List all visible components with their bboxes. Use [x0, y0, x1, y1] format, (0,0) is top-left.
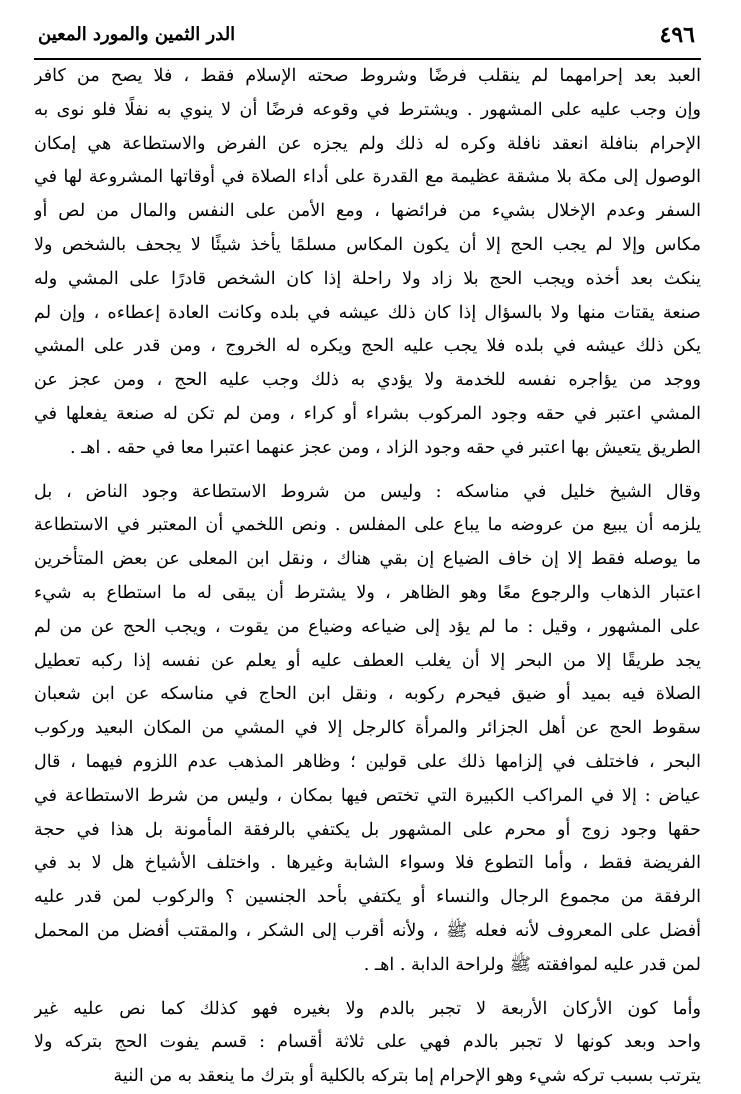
text-line: أفضل على المعروف لأنه فعله ﷺ ، ولأنه أقرب إلى الشكر ، والمقتب أفضل من المحمل — [34, 920, 701, 941]
text-line: السفر وعدم الإخلال بشيء من فرائضها ، ومع الأمن على النفس والمال من لص أو — [34, 201, 701, 222]
text-line: يجد طريقًا إلا من البحر إلا أن يغلب العطف عليه أو يعلم عن نفسه إذا ركبه تعطيل — [34, 650, 701, 671]
text-line: الطريق يتعيش بها اعتبر في حقه وجود الزاد ، ومن عجز عنهما اعتبرا معا في حقه . اهـ . — [69, 437, 701, 458]
text-line: الإحرام بنافلة انعقد نافلة وكره له ذلك ولم يجزه عن الفرض والاستطاعة هي إمكان — [34, 133, 701, 154]
body-text — [34, 60, 701, 1094]
text-line: عياض : إلا في المراكب الكبيرة التي تختص فيها بمكان ، وليس من شرط الاستطاعة في — [34, 785, 701, 806]
text-line: على المشهور ، وقيل : ما لم يؤد إلى ضياعه وضياع من يقوت ، ويجب الحج عن من لم — [34, 616, 701, 637]
text-line: الصلاة فيه بميد أو ضيق فيحرم ركوبه ، ونقل ابن الحاج في مناسكه عن ابن شعبان — [34, 684, 701, 705]
paragraph — [34, 60, 701, 466]
text-line: ما يوصله فقط إلا إن خاف الضياع إن بقي هناك ، ونقل ابن المعلى عن بعض المتأخرين — [34, 549, 701, 570]
page-header — [34, 20, 701, 56]
text-line: واحد وبعد كونها لا تجبر بالدم فهي على ثلاثة أقسام : قسم يفوت الحج بتركه ولا — [34, 1032, 701, 1053]
text-line: صنعة يقتات منها ولا بالسؤال إذا كان ذلك عيشه في بلده وكانت العادة إعطاءه ، وإن لم — [34, 302, 701, 323]
text-line: سقوط الحج عن أهل الجزائر والمرأة كالرجل إلا في المشي من المكان البعيد وركوب — [34, 718, 701, 739]
text-line: اعتبار الذهاب والرجوع معًا وهو الظاهر ، ولا يشترط أن يبقى له ما استطاع به شيء — [34, 582, 701, 603]
text-line: الوصول إلى مكة بلا مشقة عظيمة مع القدرة على أداء الصلاة في أوقاتها المشروعة لها في — [34, 167, 701, 188]
text-line: وأما كون الأركان الأربعة لا تجبر بالدم ولا بغيره فهو كذلك كما نص عليه غير — [34, 998, 701, 1019]
text-line: الرفقة من مجموع الرجال والنساء أو يكتفي بأحد الجنسين ؟ والركوب لمن قدر عليه — [34, 887, 701, 908]
paragraph-gap — [34, 983, 701, 993]
text-line: حقها وجود زوج أو محرم على المشهور بل يكتفي بالرفقة المأمونة بل هذا في حجة — [34, 819, 701, 840]
paragraph — [34, 993, 701, 1094]
text-line: العبد بعد إحرامهما لم ينقلب فرضًا وشروط صحته الإسلام فقط ، فلا يصح من كافر — [34, 66, 701, 86]
text-line: لمن قدر عليه لموافقته ﷺ ولراحة الدابة . اهـ . — [363, 954, 701, 975]
paragraph — [34, 476, 701, 983]
page-number: ٤٩٦ — [659, 22, 695, 48]
paragraph-gap — [34, 466, 701, 476]
book-title: الدر الثمين والمورد المعين — [38, 24, 236, 45]
text-line: ينكث بعد أخذه ويجب الحج بلا زاد ولا راحلة إذا كان الشخص قادرًا على المشي وله — [34, 268, 701, 289]
text-line: مكاس وإلا لم يجب الحج إلا أن يكون المكاس مسلمًا يأخذ شيئًا لا يجحف بالشخص ولا — [34, 234, 701, 255]
text-line: الفريضة فقط ، وأما التطوع فلا وسواء الشابة وغيرها . واختلف الأشياخ هل لا بد في — [34, 853, 701, 874]
text-line: المشي اعتبر في حقه وجود المركوب بشراء أو كراء ، ومن لم تكن له صنعة يفعلها في — [34, 403, 701, 424]
text-line: يكن ذلك عيشه في بلده فلا يجب عليه الحج ويكره له الخروج ، ومن قدر على المشي — [34, 336, 701, 357]
text-line: البحر ، فاختلف في إلزامها ذلك على قولين ؛ وظاهر المذهب عدم اللزوم فيهما ، قال — [34, 751, 701, 772]
text-line: ووجد من يؤاجره نفسه للخدمة ولا يؤدي به ذلك وجب عليه الحج ، ومن عجز عن — [34, 370, 701, 391]
text-line: وإن وجب عليه على المشهور . ويشترط في وقوعه فرضًا أن لا ينوي به نفلًا فلو نوى به — [34, 99, 701, 120]
text-line: يترتب بسبب تركه شيء وهو الإحرام إما بتركه بالكلية أو بترك ما ينعقد به من النية — [113, 1066, 701, 1087]
text-line: وقال الشيخ خليل في مناسكه : وليس من شروط الاستطاعة وجود الناض ، بل — [34, 481, 701, 502]
text-line: يلزمه أن يبيع من عروضه ما يباع على المفلس . ونص اللخمي أن المعتبر في الاستطاعة — [34, 515, 701, 536]
